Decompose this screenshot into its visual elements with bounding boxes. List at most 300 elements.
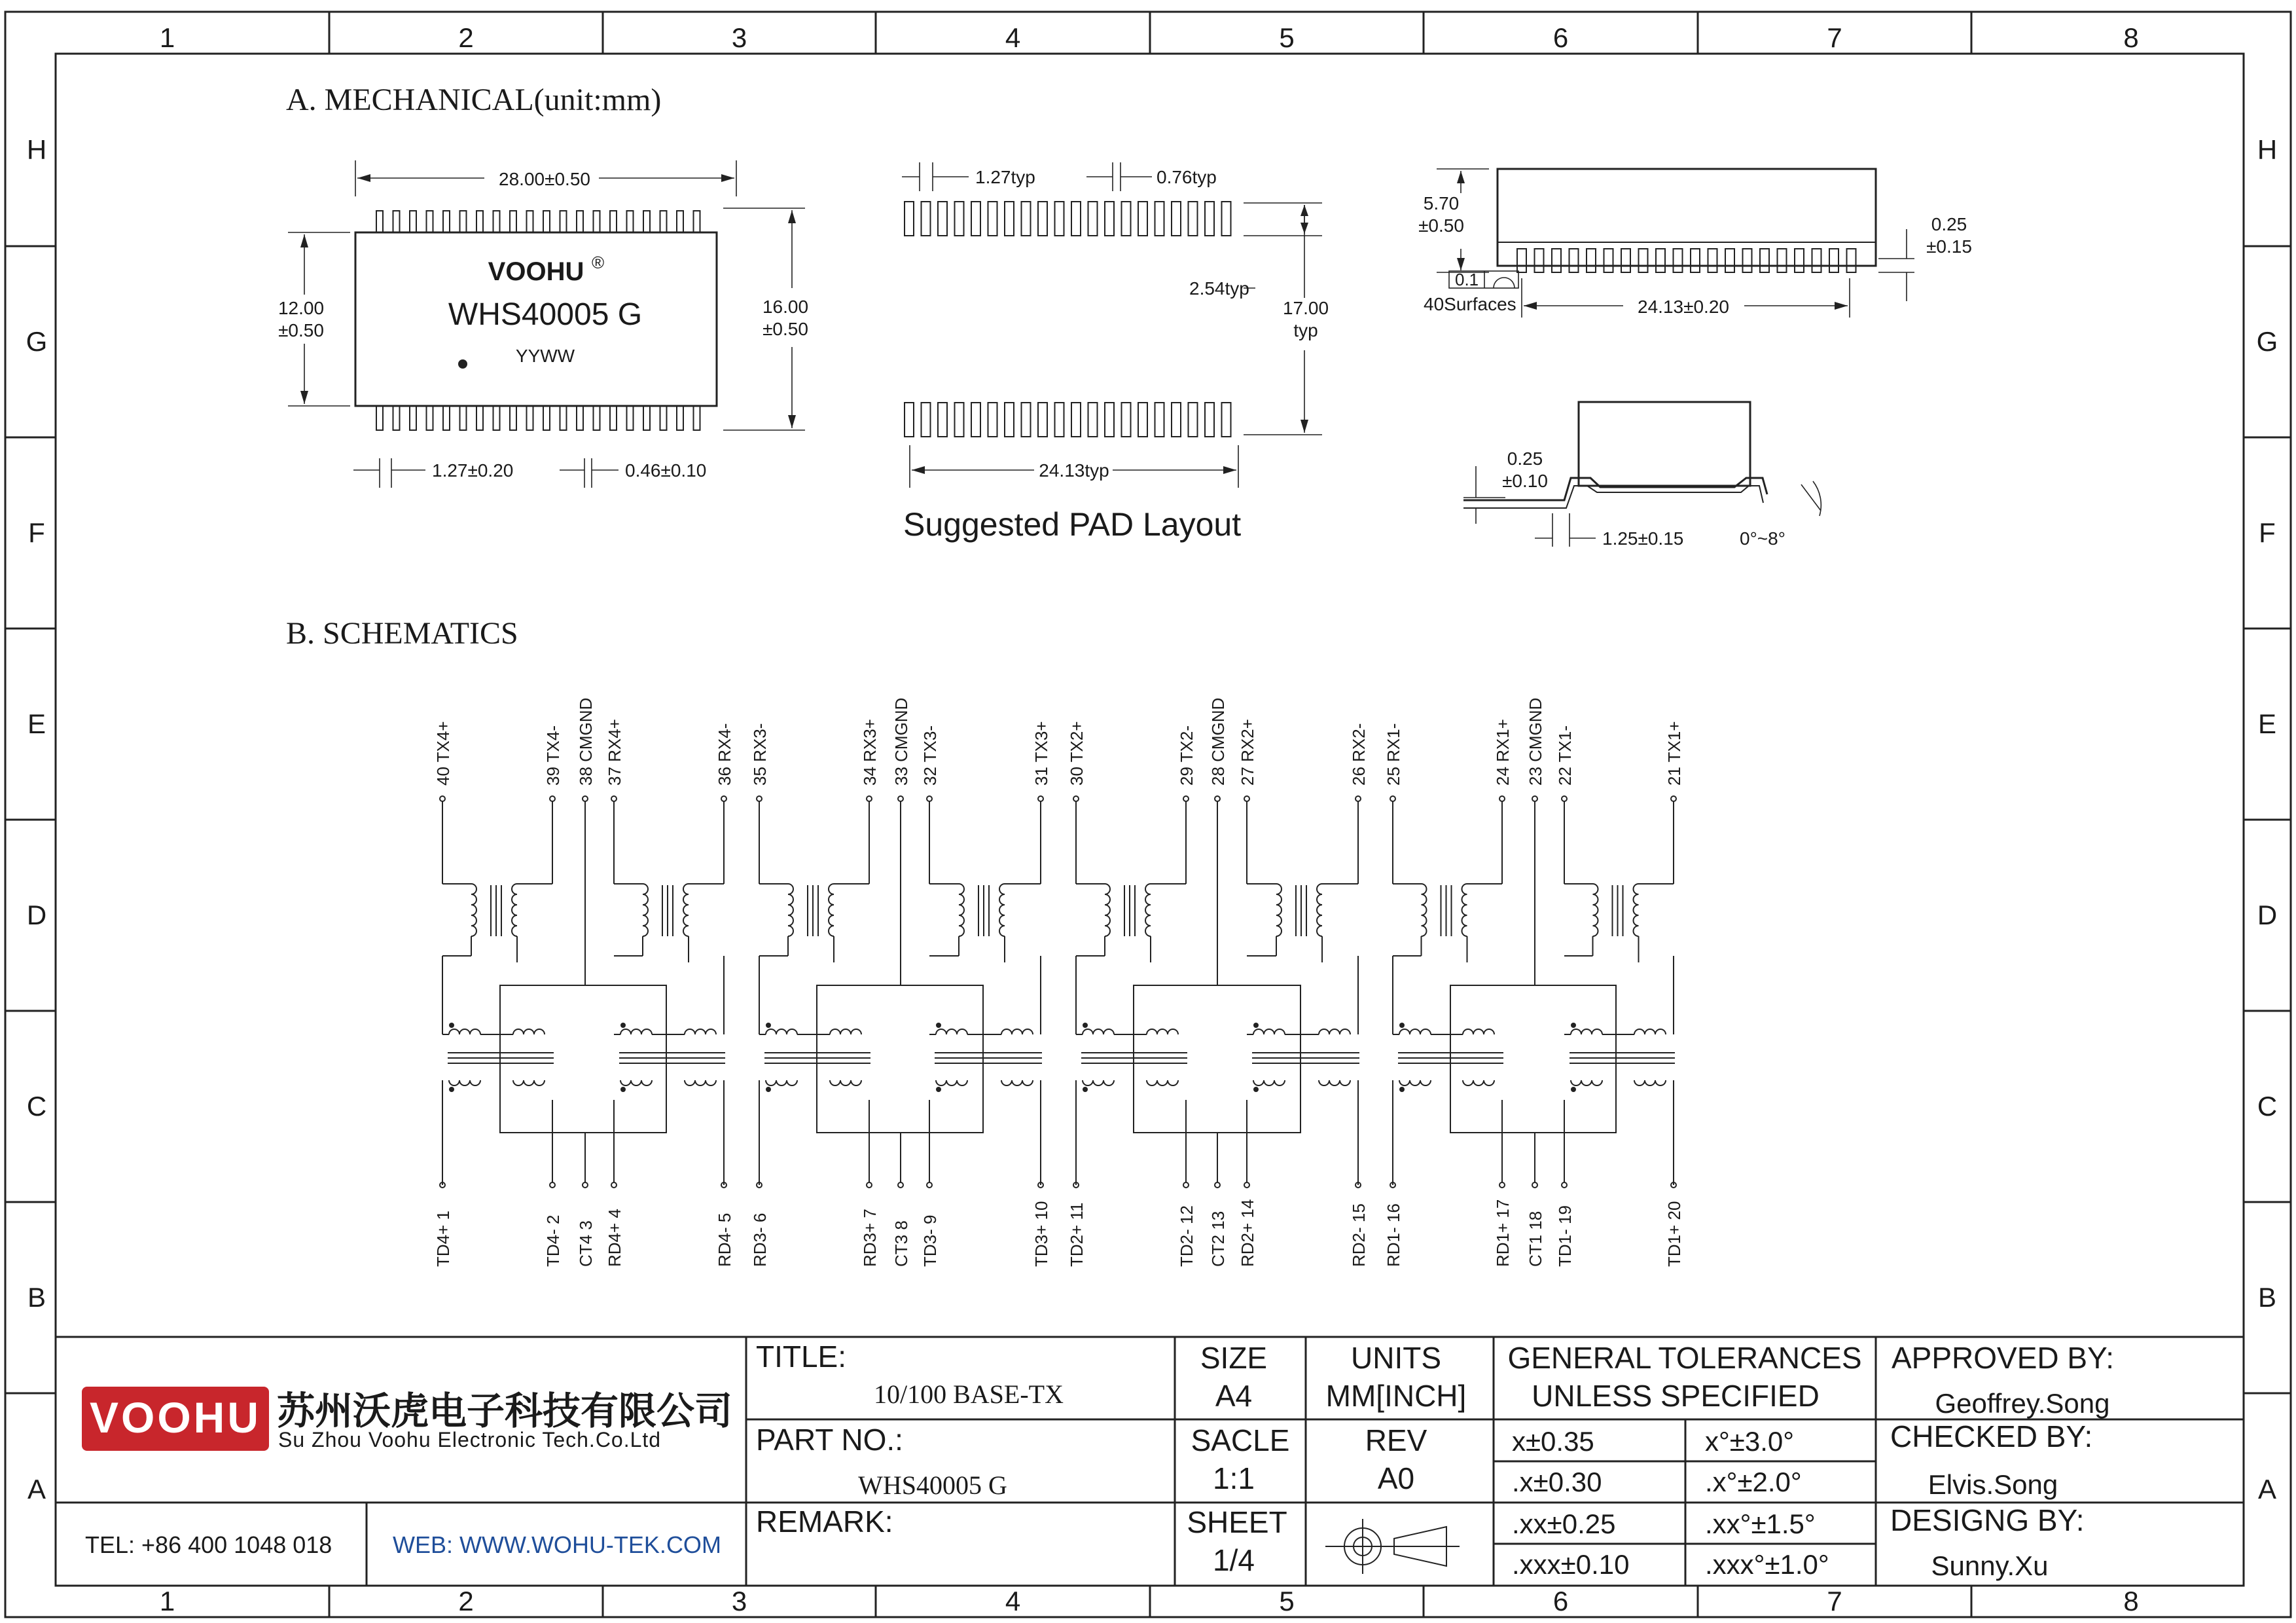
polarity-dot [766,1087,771,1092]
lead-top [476,211,483,232]
bottom-pin-label: CT3 8 [891,1220,911,1267]
polarity-dot [1571,1023,1576,1028]
lead-bottom [560,406,567,430]
dim-pad-width: 0.76typ [1157,167,1217,187]
dim-pad-length: 24.13typ [1039,460,1109,481]
column-label-bottom: 8 [2123,1586,2139,1616]
bottom-pin-label: CT1 18 [1526,1211,1545,1267]
part-label: PART NO.: [756,1423,903,1457]
lead-bottom [493,406,500,430]
pin-terminal [1532,1182,1537,1188]
winding [685,1029,716,1034]
bottom-pin-label: RD4- 5 [715,1213,734,1267]
pad-layout [902,162,1329,543]
winding [683,884,689,936]
winding [959,884,964,936]
side-lead [1535,249,1544,272]
pad-bottom [1038,403,1047,437]
side-lead [1674,249,1683,272]
company-name-cn: 苏州沃虎电子科技有限公司 [277,1390,733,1432]
pad-top [1122,202,1131,236]
side-lead [1691,249,1700,272]
dim-height-b: ±0.50 [1418,215,1464,236]
top-pin-label: 34 RX3+ [860,719,880,786]
winding [513,1080,545,1085]
pad-bottom [1172,403,1181,437]
side-lead [1621,249,1630,272]
side-lead [1570,249,1579,272]
side-lead [1587,249,1596,272]
top-pin-label: 29 TX2- [1177,725,1196,786]
top-pin-label: 28 CMGND [1208,697,1228,786]
scale-label: SACLE [1191,1423,1290,1457]
bottom-pin-label: TD4- 2 [543,1214,563,1267]
bottom-pin-labels [433,1199,1684,1267]
bottom-pin-label: TD4+ 1 [433,1211,453,1267]
winding [1571,1080,1602,1085]
polarity-dot [449,1087,454,1092]
pin-terminal [1499,1182,1505,1188]
dim-pad-span-a: 17.00 [1282,298,1329,318]
winding [1463,1080,1494,1085]
row-label-right: B [2257,1282,2277,1313]
pad-top [1005,202,1014,236]
top-pin-label: 31 TX3+ [1031,721,1051,786]
lead-bottom [660,406,667,430]
winding [1145,884,1151,936]
date-code: YYWW [515,346,575,366]
tolerance-linear: .xx±0.25 [1512,1508,1616,1539]
checked-label: CHECKED BY: [1890,1419,2093,1453]
design-label: DESIGNG BY: [1890,1503,2085,1537]
pad-bottom [1005,403,1014,437]
pin-terminal [927,796,932,801]
bottom-pin-label: TD1- 19 [1555,1205,1575,1267]
pad-top [905,202,914,236]
pin-terminal [1671,796,1676,801]
bottom-pin-label: RD2- 15 [1349,1203,1369,1267]
dim-pad-span-b: typ [1293,320,1318,340]
dim-standoff-a: 0.25 [1931,214,1967,234]
pin-terminal [1532,796,1537,801]
winding [1634,1080,1666,1085]
bottom-pin-label: RD4+ 4 [605,1209,624,1267]
lead-bottom [427,406,433,430]
row-label: E [27,708,46,739]
winding [766,1029,797,1034]
side-lead [1725,249,1734,272]
design-value: Sunny.Xu [1931,1550,2049,1581]
column-label: 6 [1552,22,1569,53]
bottom-pin-label: CT2 13 [1208,1211,1228,1267]
lead-bottom [677,406,683,430]
tolerance-linear: .xxx±0.10 [1512,1549,1630,1580]
polarity-dot [1253,1023,1259,1028]
bottom-pin-label: RD3- 6 [750,1213,770,1267]
lead-top [527,211,533,232]
dim-foot-length: 1.25±0.15 [1602,528,1684,549]
winding [1634,884,1639,936]
pad-bottom [1088,403,1098,437]
top-pin-labels [433,698,1684,786]
pad-top [1105,202,1114,236]
dim-pitch: 1.27±0.20 [432,460,514,481]
pad-rows [905,202,1231,437]
lead-top [543,211,550,232]
projection-symbol [1325,1519,1460,1574]
polarity-dot [1083,1023,1088,1028]
pin-terminal [550,796,555,801]
winding [1147,1029,1178,1034]
company-tel: TEL: +86 400 1048 018 [85,1531,332,1558]
pin-terminal [1562,796,1567,801]
pin-terminal [898,1182,903,1188]
pad-bottom [938,403,947,437]
row-label: D [26,900,47,930]
lead-bottom [627,406,634,430]
tolerance-angular: .x°±2.0° [1705,1467,1802,1497]
winding [999,884,1005,936]
pad-bottom [1205,403,1214,437]
size-label: SIZE [1200,1341,1268,1375]
pad-bottom [1222,403,1231,437]
lead-top [694,211,700,232]
tolerance-linear: x±0.35 [1512,1426,1594,1457]
top-pin-label: 36 RX4- [715,723,734,786]
pad-bottom [1122,403,1131,437]
row-label-right: H [2257,134,2278,165]
dim-overall-width-a: 16.00 [762,297,809,317]
top-pin-label: 26 RX2- [1349,723,1369,786]
dim-lead-thickness-a: 0.25 [1507,448,1543,469]
pad-top [1088,202,1098,236]
winding [1147,1080,1178,1085]
row-label: A [27,1474,46,1504]
polarity-dot [1253,1087,1259,1092]
winding [830,1080,861,1085]
column-label: 1 [159,22,175,53]
polarity-dot [1571,1087,1576,1092]
winding [620,1080,652,1085]
bottom-pin-label: TD1+ 20 [1664,1201,1684,1267]
top-pin-label: 21 TX1+ [1664,721,1684,786]
row-label-right: A [2257,1474,2277,1504]
lead-bottom [393,406,400,430]
pad-top [971,202,980,236]
column-label: 3 [731,22,747,53]
winding [1105,884,1110,936]
top-pin-label: 37 RX4+ [605,719,624,786]
lead-top [560,211,567,232]
part-marking: WHS40005 G [448,297,643,332]
bottom-pin-label: TD3- 9 [920,1214,940,1267]
winding [1001,1080,1033,1085]
dim-foot-angle: 0°~8° [1740,528,1785,549]
pad-bottom [955,403,964,437]
bottom-pin-label: TD2+ 11 [1067,1202,1086,1267]
winding [620,1029,652,1034]
pin-terminal [1244,796,1249,801]
pad-top [1172,202,1181,236]
lead-top [443,211,450,232]
pad-bottom [1138,403,1147,437]
row-label-right: F [2259,517,2276,548]
column-label: 5 [1279,22,1295,53]
pad-bottom [988,403,997,437]
pad-bottom [1105,403,1114,437]
dim-body-width-b: ±0.50 [278,320,324,340]
row-label: H [26,134,47,165]
column-label-bottom: 1 [159,1586,175,1616]
lead-top [460,211,467,232]
pin-terminal [927,1182,932,1188]
lead-bottom [443,406,450,430]
winding [936,1080,967,1085]
package-top-view [278,160,808,488]
column-label: 7 [1827,22,1842,53]
row-label-right: G [2256,326,2278,357]
dim-height-a: 5.70 [1423,193,1460,213]
top-pin-label: 30 TX2+ [1067,721,1086,786]
pad-bottom [1022,403,1031,437]
row-label: F [28,517,45,548]
winding [1399,1029,1431,1034]
units-label: UNITS [1351,1341,1441,1375]
lead-top [577,211,583,232]
lead-bottom [594,406,600,430]
size-value: A4 [1215,1379,1253,1413]
sheet-label: SHEET [1187,1505,1287,1539]
pin-terminal [721,796,726,801]
lead-bottom [510,406,516,430]
pin-terminal [867,796,872,801]
polarity-dot [936,1087,941,1092]
winding [1319,1080,1350,1085]
pin-terminal [1183,1182,1189,1188]
winding [1253,1029,1285,1034]
dim-lead-span: 24.13±0.20 [1638,297,1729,317]
side-lead [1604,249,1613,272]
lead-bottom [410,406,416,430]
side-lead [1552,249,1561,272]
pin-terminal [1215,1182,1220,1188]
lead-top [393,211,400,232]
column-label: 8 [2123,22,2139,53]
winding [788,884,793,936]
winding [829,884,834,936]
lead-detail [1463,402,1821,549]
lead-top [660,211,667,232]
pin-terminal [867,1182,872,1188]
polarity-dot [1083,1087,1088,1092]
winding [1319,1029,1350,1034]
top-pin-label: 25 RX1- [1384,723,1403,786]
pad-top [988,202,997,236]
lead-top [376,211,383,232]
side-lead [1517,249,1526,272]
winding [1083,1029,1114,1034]
column-label-bottom: 2 [458,1586,474,1616]
mechanical-heading: A. MECHANICAL(unit:mm) [286,82,662,117]
dim-body-length: 28.00±0.50 [499,169,590,189]
pin-terminal [757,796,762,801]
pin-terminal [1355,796,1361,801]
column-zone-markers [160,12,2139,1617]
lead-bottom [610,406,617,430]
winding [1593,884,1598,936]
winding [1462,884,1467,936]
pad-bottom [971,403,980,437]
pad-top [1222,202,1231,236]
pin-terminal [1073,796,1079,801]
remark-label: REMARK: [756,1504,893,1539]
top-pin-label: 38 CMGND [576,697,596,786]
pad-top [1071,202,1081,236]
cmc-box [500,985,666,1133]
bottom-pin-label: TD3+ 10 [1031,1201,1051,1267]
polarity-dot [766,1023,771,1028]
pad-top [1022,202,1031,236]
pin-terminal [550,1182,555,1188]
lead-bottom [694,406,700,430]
tolerance-linear: .x±0.30 [1512,1467,1602,1497]
winding [766,1080,797,1085]
winding [449,1080,480,1085]
rev-value: A0 [1377,1461,1415,1495]
cmc-box [817,985,983,1133]
pad-bottom [1071,403,1081,437]
dim-surfaces: 40Surfaces [1424,294,1516,314]
scale-value: 1:1 [1213,1461,1255,1495]
bottom-pin-label: RD1+ 17 [1493,1199,1513,1267]
lead-top [643,211,650,232]
bottom-pin-label: RD3+ 7 [860,1209,880,1267]
pin-terminal [1183,796,1189,801]
pin-terminal [898,796,903,801]
dim-pad-pitch: 1.27typ [975,167,1035,187]
column-label-bottom: 6 [1552,1586,1569,1616]
row-label: C [26,1091,47,1122]
top-pin-label: 40 TX4+ [433,721,453,786]
schematic [440,796,1676,1188]
winding [1253,1080,1285,1085]
side-lead [1847,249,1856,272]
side-lead [1743,249,1752,272]
pad-top [1155,202,1164,236]
pad-top [922,202,931,236]
pad-top [955,202,964,236]
side-lead [1708,249,1717,272]
pad-bottom [1189,403,1198,437]
pin-terminal [440,796,445,801]
side-lead [1829,249,1839,272]
column-label-bottom: 3 [731,1586,747,1616]
lead-top [610,211,617,232]
lead-top [427,211,433,232]
winding [1276,884,1282,936]
pin-terminal [611,1182,617,1188]
winding [1634,1029,1666,1034]
side-lead [1778,249,1787,272]
polarity-dot [936,1023,941,1028]
pad-bottom [922,403,931,437]
polarity-dot [620,1023,626,1028]
registered-mark: ® [592,253,605,272]
company-web: WEB: WWW.WOHU-TEK.COM [393,1531,721,1558]
pad-top [1138,202,1147,236]
lead-top [627,211,634,232]
pad-bottom [1155,403,1164,437]
lead-bottom [643,406,650,430]
winding [1001,1029,1033,1034]
bottom-pin-label: TD2- 12 [1177,1205,1196,1267]
bottom-pin-label: RD1- 16 [1384,1203,1403,1267]
tolerance-heading-1: GENERAL TOLERANCES [1507,1341,1862,1375]
pin-terminal [1038,796,1043,801]
polarity-dot [1399,1087,1405,1092]
winding [936,1029,967,1034]
pad-top [1189,202,1198,236]
brand-marking: VOOHU [488,257,584,286]
lead-top [510,211,516,232]
winding [1083,1080,1114,1085]
lead-top [493,211,500,232]
checked-value: Elvis.Song [1928,1469,2058,1500]
lead-bottom [376,406,383,430]
dim-lead-thickness-b: ±0.10 [1502,471,1548,491]
dim-standoff-b: ±0.15 [1926,236,1972,257]
tolerance-heading-2: UNLESS SPECIFIED [1532,1379,1820,1413]
top-pin-label: 24 RX1+ [1493,719,1513,786]
pin-terminal [1244,1182,1249,1188]
lead-top [410,211,416,232]
pin1-dot [458,359,467,369]
winding [1571,1029,1602,1034]
lead-top [594,211,600,232]
polarity-dot [1399,1023,1405,1028]
company-name-en: Su Zhou Voohu Electronic Tech.Co.Ltd [278,1428,662,1451]
row-label-right: E [2257,708,2277,739]
column-label: 4 [1005,22,1021,53]
pin-terminal [1499,796,1505,801]
cmc-box [1450,985,1616,1133]
sheet-value: 1/4 [1213,1543,1255,1577]
pad-top [938,202,947,236]
pad-top [1205,202,1214,236]
tolerance-angular: .xxx°±1.0° [1705,1549,1829,1580]
lead-bottom [577,406,583,430]
approved-value: Geoffrey.Song [1935,1388,2110,1419]
pin-terminal [1215,796,1220,801]
pad-top [1055,202,1064,236]
pad-layout-caption: Suggested PAD Layout [903,506,1242,543]
bottom-pin-label: CT4 3 [576,1220,596,1267]
winding [512,884,517,936]
title-value: 10/100 BASE-TX [874,1379,1064,1409]
row-label-right: D [2257,900,2278,930]
column-label-bottom: 5 [1279,1586,1295,1616]
winding [471,884,476,936]
pin-terminal [583,796,588,801]
side-lead [1639,249,1648,272]
winding [449,1029,480,1034]
pin-terminal [583,1182,588,1188]
row-label: G [26,326,48,357]
row-label-right: C [2257,1091,2278,1122]
side-lead [1795,249,1804,272]
tolerance-angular: .xx°±1.5° [1705,1508,1816,1539]
winding [1463,1029,1494,1034]
